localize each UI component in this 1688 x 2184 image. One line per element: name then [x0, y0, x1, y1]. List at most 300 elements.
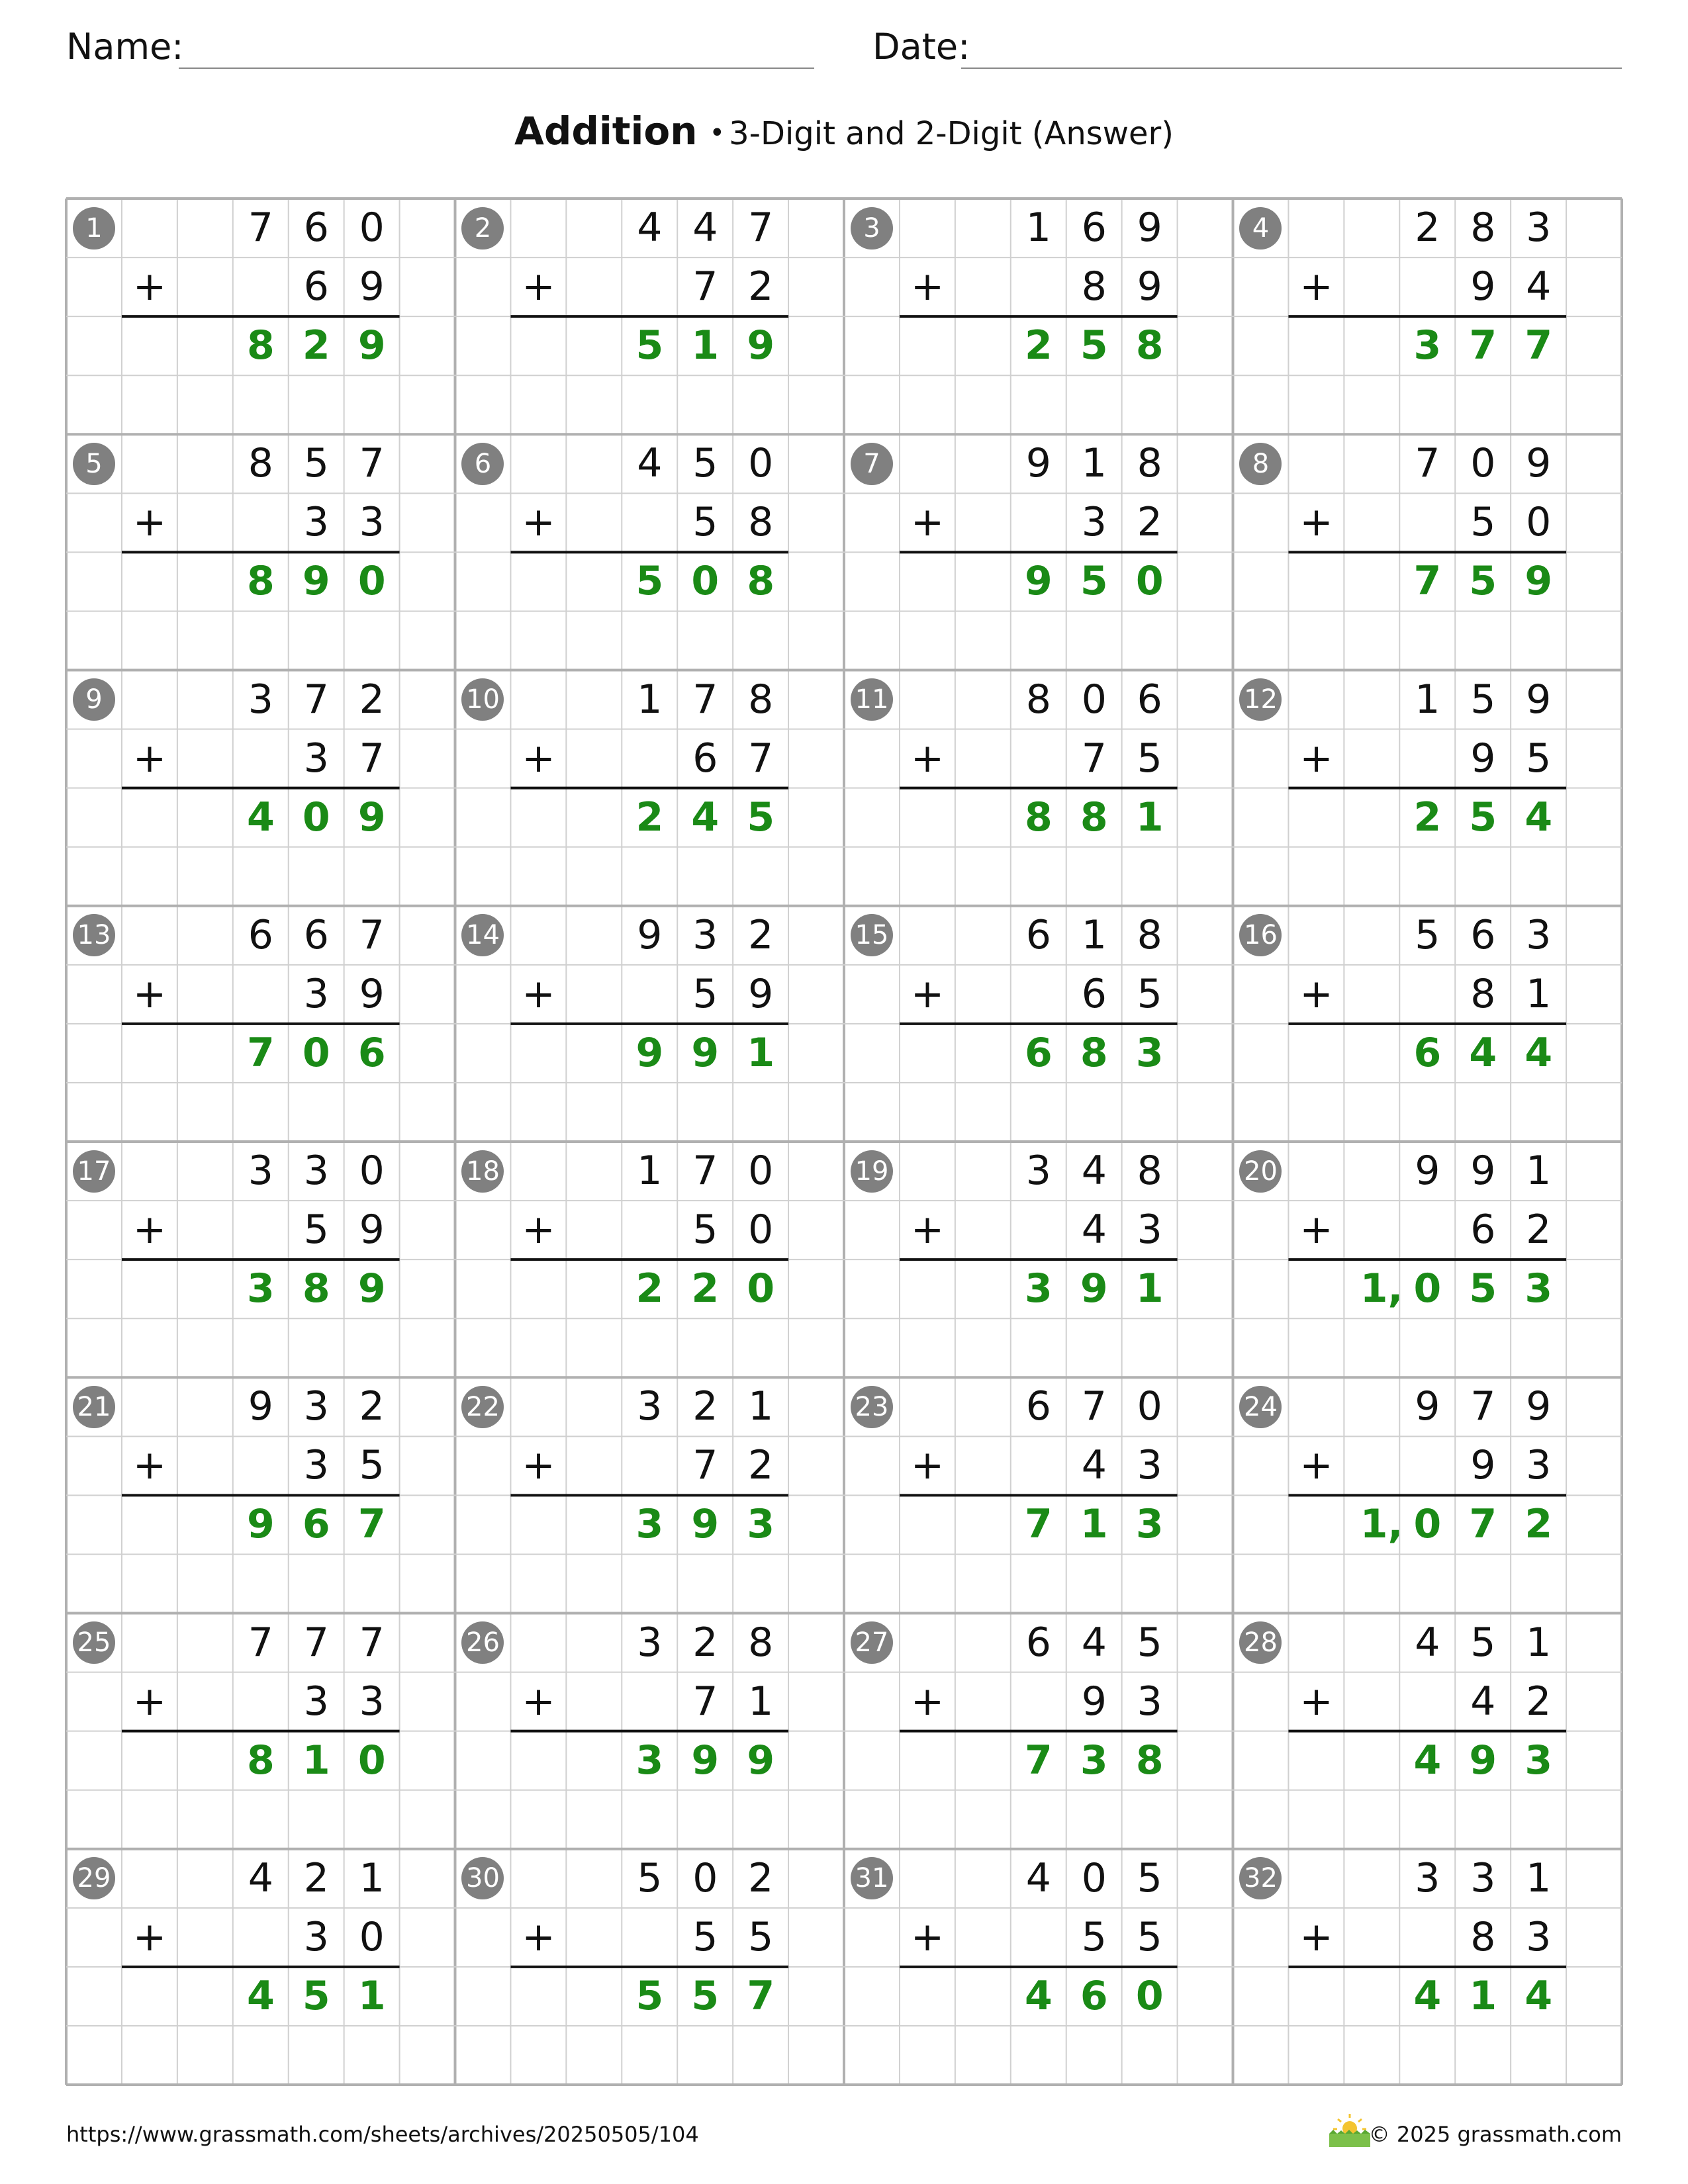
addend-digit: 2: [748, 263, 774, 310]
addend-digit: 5: [1470, 1619, 1496, 1666]
addend-digit: 2: [1526, 1678, 1552, 1725]
answer-digit: 5: [1469, 1265, 1497, 1312]
answer-digit: 4: [1469, 1029, 1497, 1076]
addend-digit: 9: [1526, 1383, 1552, 1430]
problem-number-badge: 4: [1239, 207, 1282, 250]
addend-digit: 4: [1415, 1619, 1440, 1666]
answer-digit: 1: [691, 322, 720, 369]
addend-digit: 1: [359, 1854, 385, 1901]
answer-digit: 9: [247, 1501, 275, 1548]
problem-number-badge: 10: [461, 678, 504, 721]
answer-digit: 8: [1025, 794, 1053, 841]
addend-digit: 8: [1470, 205, 1496, 251]
addend-digit: 6: [303, 911, 329, 958]
answer-digit: 4: [1413, 1972, 1442, 2019]
answer-digit: 9: [1025, 558, 1053, 605]
answer-digit: 3: [1524, 1737, 1553, 1784]
answer-digit: 1: [357, 1972, 386, 2019]
addend-digit: 0: [359, 205, 385, 251]
problem-number-badge: 19: [851, 1150, 893, 1193]
problem-number-badge: 17: [73, 1150, 115, 1193]
addend-digit: 3: [1526, 1913, 1552, 1960]
answer-digit: 9: [302, 558, 330, 605]
addend-digit: 5: [1137, 735, 1162, 782]
addend-digit: 2: [359, 676, 385, 723]
plus-sign: +: [1299, 1678, 1333, 1725]
problem-number-badge: 3: [851, 207, 893, 250]
answer-digit: 1: [1135, 794, 1164, 841]
addend-digit: 5: [692, 1206, 718, 1253]
answer-digit: 5: [635, 558, 664, 605]
addend-digit: 0: [1081, 1854, 1107, 1901]
addend-digit: 4: [637, 440, 663, 487]
plus-sign: +: [132, 970, 167, 1017]
answer-digit: 3: [1080, 1737, 1108, 1784]
problem-number-badge: 1: [73, 207, 115, 250]
addend-digit: 4: [1025, 1854, 1051, 1901]
addend-digit: 4: [1526, 263, 1552, 310]
problem-number-badge: 28: [1239, 1621, 1282, 1664]
answer-digit: 3: [1135, 1029, 1164, 1076]
answer-digit: 7: [1469, 1501, 1497, 1548]
plus-sign: +: [1299, 735, 1333, 782]
addend-digit: 1: [1526, 970, 1552, 1017]
addend-digit: 1: [748, 1383, 774, 1430]
addend-digit: 9: [359, 1206, 385, 1253]
plus-sign: +: [522, 1442, 555, 1489]
answer-digit: 9: [357, 794, 386, 841]
plus-sign: +: [910, 263, 945, 310]
plus-sign: +: [910, 1678, 945, 1725]
addend-digit: 6: [1137, 676, 1162, 723]
plus-sign: +: [910, 1206, 945, 1253]
answer-digit: 2: [302, 322, 330, 369]
addend-digit: 9: [748, 970, 774, 1017]
addend-digit: 3: [248, 676, 273, 723]
answer-digit: 8: [1135, 322, 1164, 369]
plus-sign: +: [522, 1678, 555, 1725]
answer-digit: 3: [747, 1501, 775, 1548]
addend-digit: 0: [748, 1148, 774, 1194]
addend-digit: 0: [748, 440, 774, 487]
addend-digit: 5: [692, 440, 718, 487]
addend-digit: 1: [637, 676, 663, 723]
addend-digit: 2: [303, 1854, 329, 1901]
title-subtitle: 3-Digit and 2-Digit (Answer): [729, 115, 1174, 152]
answer-digit: 0: [357, 1737, 386, 1784]
addend-digit: 7: [1470, 1383, 1496, 1430]
answer-digit: 8: [747, 558, 775, 605]
problem-number-badge: 15: [851, 914, 893, 956]
addend-digit: 7: [1081, 1383, 1107, 1430]
answer-digit: 5: [691, 1972, 720, 2019]
addend-digit: 0: [1081, 676, 1107, 723]
answer-digit: 9: [691, 1737, 720, 1784]
addend-digit: 6: [1081, 970, 1107, 1017]
addend-digit: 4: [1081, 1619, 1107, 1666]
problem-number-badge: 24: [1239, 1386, 1282, 1428]
answer-digit: 1,: [1360, 1265, 1403, 1312]
answer-digit: 7: [1025, 1737, 1053, 1784]
problem-number-badge: 12: [1239, 678, 1282, 721]
addend-digit: 8: [248, 440, 273, 487]
answer-digit: 0: [747, 1265, 775, 1312]
plus-sign: +: [1299, 1442, 1333, 1489]
answer-digit: 3: [1025, 1265, 1053, 1312]
addend-digit: 0: [359, 1148, 385, 1194]
addend-digit: 7: [359, 1619, 385, 1666]
addend-digit: 8: [1137, 911, 1162, 958]
answer-digit: 1,: [1360, 1501, 1403, 1548]
addend-digit: 5: [1470, 676, 1496, 723]
answer-digit: 9: [635, 1029, 664, 1076]
plus-sign: +: [1299, 499, 1333, 546]
answer-digit: 2: [1524, 1501, 1553, 1548]
answer-digit: 7: [247, 1029, 275, 1076]
addend-digit: 8: [748, 499, 774, 546]
answer-digit: 6: [1025, 1029, 1053, 1076]
addend-digit: 6: [1025, 1383, 1051, 1430]
footer-url[interactable]: https://www.grassmath.com/sheets/archives/20250505/104: [66, 2122, 699, 2147]
problem-number-badge: 22: [461, 1386, 504, 1428]
answer-digit: 3: [635, 1501, 664, 1548]
answer-digit: 1: [1135, 1265, 1164, 1312]
addend-digit: 9: [1470, 1442, 1496, 1489]
addend-digit: 3: [303, 1442, 329, 1489]
addend-digit: 9: [248, 1383, 273, 1430]
addend-digit: 8: [1081, 263, 1107, 310]
addend-digit: 3: [303, 1383, 329, 1430]
answer-digit: 0: [1413, 1501, 1442, 1548]
problem-number-badge: 23: [851, 1386, 893, 1428]
plus-sign: +: [522, 1913, 555, 1960]
addend-digit: 1: [1025, 205, 1051, 251]
addend-digit: 9: [637, 911, 663, 958]
addend-digit: 3: [1137, 1678, 1162, 1725]
plus-sign: +: [132, 263, 167, 310]
answer-digit: 4: [691, 794, 720, 841]
addend-digit: 2: [1415, 205, 1440, 251]
addend-digit: 3: [248, 1148, 273, 1194]
problem-number-badge: 8: [1239, 443, 1282, 485]
addend-digit: 4: [1081, 1148, 1107, 1194]
addend-digit: 6: [1470, 911, 1496, 958]
problem-number-badge: 27: [851, 1621, 893, 1664]
problem-number-badge: 29: [73, 1857, 115, 1899]
addend-digit: 3: [1137, 1442, 1162, 1489]
addend-digit: 3: [1137, 1206, 1162, 1253]
answer-digit: 4: [1413, 1737, 1442, 1784]
addend-digit: 1: [637, 1148, 663, 1194]
addend-digit: 3: [1526, 911, 1552, 958]
addend-digit: 6: [1470, 1206, 1496, 1253]
addend-digit: 7: [1081, 735, 1107, 782]
answer-digit: 6: [357, 1029, 386, 1076]
plus-sign: +: [910, 970, 945, 1017]
plus-sign: +: [522, 735, 555, 782]
addend-digit: 7: [692, 1678, 718, 1725]
addend-digit: 9: [1470, 263, 1496, 310]
plus-sign: +: [1299, 1913, 1333, 1960]
problem-number-badge: 5: [73, 443, 115, 485]
addend-digit: 2: [692, 1383, 718, 1430]
addend-digit: 9: [1526, 676, 1552, 723]
answer-digit: 2: [1413, 794, 1442, 841]
problem-number-badge: 18: [461, 1150, 504, 1193]
answer-digit: 5: [635, 1972, 664, 2019]
answer-digit: 8: [247, 1737, 275, 1784]
addend-digit: 4: [637, 205, 663, 251]
answer-digit: 6: [1080, 1972, 1108, 2019]
answer-digit: 5: [747, 794, 775, 841]
problem-number-badge: 11: [851, 678, 893, 721]
addend-digit: 3: [1081, 499, 1107, 546]
addend-digit: 9: [359, 970, 385, 1017]
plus-sign: +: [132, 499, 167, 546]
answer-digit: 4: [1025, 1972, 1053, 2019]
plus-sign: +: [1299, 263, 1333, 310]
addend-digit: 5: [1137, 1619, 1162, 1666]
addend-digit: 5: [1470, 499, 1496, 546]
answer-digit: 9: [691, 1029, 720, 1076]
plus-sign: +: [522, 499, 555, 546]
addend-digit: 4: [1470, 1678, 1496, 1725]
addend-digit: 2: [748, 1442, 774, 1489]
addend-digit: 3: [1526, 1442, 1552, 1489]
addend-digit: 3: [359, 1678, 385, 1725]
title-main: Addition: [514, 109, 698, 154]
answer-digit: 2: [635, 1265, 664, 1312]
addend-digit: 3: [303, 1678, 329, 1725]
addend-digit: 2: [359, 1383, 385, 1430]
plus-sign: +: [910, 1442, 945, 1489]
addend-digit: 7: [1415, 440, 1440, 487]
addend-digit: 8: [1137, 1148, 1162, 1194]
answer-digit: 5: [302, 1972, 330, 2019]
plus-sign: +: [132, 1678, 167, 1725]
answer-digit: 8: [302, 1265, 330, 1312]
plus-sign: +: [132, 1442, 167, 1489]
plus-sign: +: [522, 1206, 555, 1253]
addend-digit: 0: [1470, 440, 1496, 487]
addend-digit: 1: [1415, 676, 1440, 723]
answer-digit: 2: [635, 794, 664, 841]
addend-digit: 9: [1415, 1148, 1440, 1194]
answer-digit: 8: [247, 558, 275, 605]
answer-digit: 2: [1025, 322, 1053, 369]
answer-digit: 9: [747, 1737, 775, 1784]
problem-number-badge: 31: [851, 1857, 893, 1899]
answer-digit: 9: [357, 1265, 386, 1312]
addend-digit: 1: [1526, 1148, 1552, 1194]
plus-sign: +: [910, 1913, 945, 1960]
answer-digit: 5: [1080, 322, 1108, 369]
plus-sign: +: [522, 970, 555, 1017]
addend-digit: 3: [303, 1148, 329, 1194]
addend-digit: 3: [1470, 1854, 1496, 1901]
answer-digit: 1: [302, 1737, 330, 1784]
addend-digit: 7: [748, 205, 774, 251]
addend-digit: 3: [637, 1383, 663, 1430]
addend-digit: 3: [637, 1619, 663, 1666]
answer-digit: 4: [247, 794, 275, 841]
addend-digit: 4: [692, 205, 718, 251]
addend-digit: 0: [359, 1913, 385, 1960]
plus-sign: +: [910, 735, 945, 782]
problem-number-badge: 13: [73, 914, 115, 956]
addend-digit: 5: [692, 970, 718, 1017]
answer-digit: 7: [747, 1972, 775, 2019]
addend-digit: 7: [248, 1619, 273, 1666]
plus-sign: +: [910, 499, 945, 546]
addend-digit: 2: [748, 911, 774, 958]
answer-digit: 9: [747, 322, 775, 369]
answer-digit: 0: [1413, 1265, 1442, 1312]
addend-digit: 1: [1081, 911, 1107, 958]
addend-digit: 1: [1081, 440, 1107, 487]
addend-digit: 0: [748, 1206, 774, 1253]
addend-digit: 2: [692, 1619, 718, 1666]
answer-digit: 1: [747, 1029, 775, 1076]
answer-digit: 3: [635, 1737, 664, 1784]
title-separator: •: [709, 118, 726, 148]
addend-digit: 7: [359, 440, 385, 487]
problem-number-badge: 16: [1239, 914, 1282, 956]
problem-number-badge: 9: [73, 678, 115, 721]
addend-digit: 0: [1526, 499, 1552, 546]
addend-digit: 9: [1470, 1148, 1496, 1194]
answer-digit: 7: [1413, 558, 1442, 605]
addend-digit: 5: [303, 1206, 329, 1253]
answer-digit: 1: [1080, 1501, 1108, 1548]
addend-digit: 5: [1137, 1854, 1162, 1901]
addend-digit: 5: [1137, 1913, 1162, 1960]
answer-digit: 0: [302, 1029, 330, 1076]
plus-sign: +: [1299, 970, 1333, 1017]
addend-digit: 8: [1025, 676, 1051, 723]
answer-digit: 4: [1524, 1029, 1553, 1076]
answer-digit: 5: [1469, 794, 1497, 841]
addend-digit: 8: [1470, 970, 1496, 1017]
addend-digit: 7: [359, 911, 385, 958]
problem-number-badge: 26: [461, 1621, 504, 1664]
answer-digit: 2: [691, 1265, 720, 1312]
addend-digit: 3: [359, 499, 385, 546]
addend-digit: 6: [1081, 205, 1107, 251]
answer-digit: 1: [1469, 1972, 1497, 2019]
addend-digit: 9: [359, 263, 385, 310]
addend-digit: 6: [1025, 1619, 1051, 1666]
addend-digit: 5: [1526, 735, 1552, 782]
name-label: Name:: [66, 26, 184, 68]
addend-digit: 3: [692, 911, 718, 958]
addend-digit: 7: [692, 1148, 718, 1194]
answer-digit: 4: [1524, 1972, 1553, 2019]
addend-digit: 3: [303, 1913, 329, 1960]
addend-digit: 9: [1137, 205, 1162, 251]
answer-digit: 5: [1080, 558, 1108, 605]
problem-number-badge: 30: [461, 1857, 504, 1899]
addend-digit: 4: [248, 1854, 273, 1901]
addend-digit: 7: [303, 676, 329, 723]
answer-digit: 9: [691, 1501, 720, 1548]
answer-digit: 0: [302, 794, 330, 841]
addend-digit: 9: [1470, 735, 1496, 782]
answer-digit: 5: [635, 322, 664, 369]
problem-number-badge: 14: [461, 914, 504, 956]
addend-digit: 3: [303, 970, 329, 1017]
answer-digit: 5: [1469, 558, 1497, 605]
addend-digit: 2: [748, 1854, 774, 1901]
addend-digit: 5: [1415, 911, 1440, 958]
addend-digit: 2: [1526, 1206, 1552, 1253]
grassmath-logo-icon: [1327, 2111, 1373, 2148]
answer-digit: 4: [247, 1972, 275, 2019]
plus-sign: +: [132, 1913, 167, 1960]
addend-digit: 5: [748, 1913, 774, 1960]
addend-digit: 3: [1526, 205, 1552, 251]
answer-digit: 7: [357, 1501, 386, 1548]
problem-number-badge: 6: [461, 443, 504, 485]
answer-digit: 9: [1080, 1265, 1108, 1312]
addend-digit: 9: [1415, 1383, 1440, 1430]
problem-number-badge: 21: [73, 1386, 115, 1428]
answer-digit: 0: [357, 558, 386, 605]
addend-digit: 1: [1526, 1854, 1552, 1901]
answer-digit: 0: [691, 558, 720, 605]
addend-digit: 6: [303, 263, 329, 310]
problem-number-badge: 20: [1239, 1150, 1282, 1193]
plus-sign: +: [522, 263, 555, 310]
addend-digit: 5: [692, 499, 718, 546]
addend-digit: 8: [748, 676, 774, 723]
addend-digit: 3: [1025, 1148, 1051, 1194]
addend-digit: 2: [1137, 499, 1162, 546]
addend-digit: 7: [692, 263, 718, 310]
addend-digit: 5: [1081, 1913, 1107, 1960]
addend-digit: 0: [692, 1854, 718, 1901]
answer-digit: 6: [302, 1501, 330, 1548]
addend-digit: 1: [1526, 1619, 1552, 1666]
date-label: Date:: [872, 26, 970, 68]
answer-digit: 7: [1025, 1501, 1053, 1548]
answer-digit: 7: [1469, 322, 1497, 369]
answer-digit: 8: [1135, 1737, 1164, 1784]
footer-copyright: © 2025 grassmath.com: [1368, 2122, 1622, 2147]
plus-sign: +: [132, 1206, 167, 1253]
addend-digit: 3: [1415, 1854, 1440, 1901]
answer-digit: 8: [247, 322, 275, 369]
addend-digit: 8: [1137, 440, 1162, 487]
answer-digit: 9: [1469, 1737, 1497, 1784]
addend-digit: 7: [248, 205, 273, 251]
problem-number-badge: 25: [73, 1621, 115, 1664]
answer-digit: 0: [1135, 558, 1164, 605]
answer-digit: 3: [1524, 1265, 1553, 1312]
addend-digit: 9: [1081, 1678, 1107, 1725]
answer-digit: 9: [357, 322, 386, 369]
addend-digit: 0: [1137, 1383, 1162, 1430]
addend-digit: 6: [303, 205, 329, 251]
addend-digit: 5: [637, 1854, 663, 1901]
answer-digit: 8: [1080, 1029, 1108, 1076]
answer-digit: 4: [1524, 794, 1553, 841]
answer-digit: 0: [1135, 1972, 1164, 2019]
addend-digit: 6: [1025, 911, 1051, 958]
addend-digit: 6: [692, 735, 718, 782]
plus-sign: +: [132, 735, 167, 782]
addend-digit: 6: [248, 911, 273, 958]
